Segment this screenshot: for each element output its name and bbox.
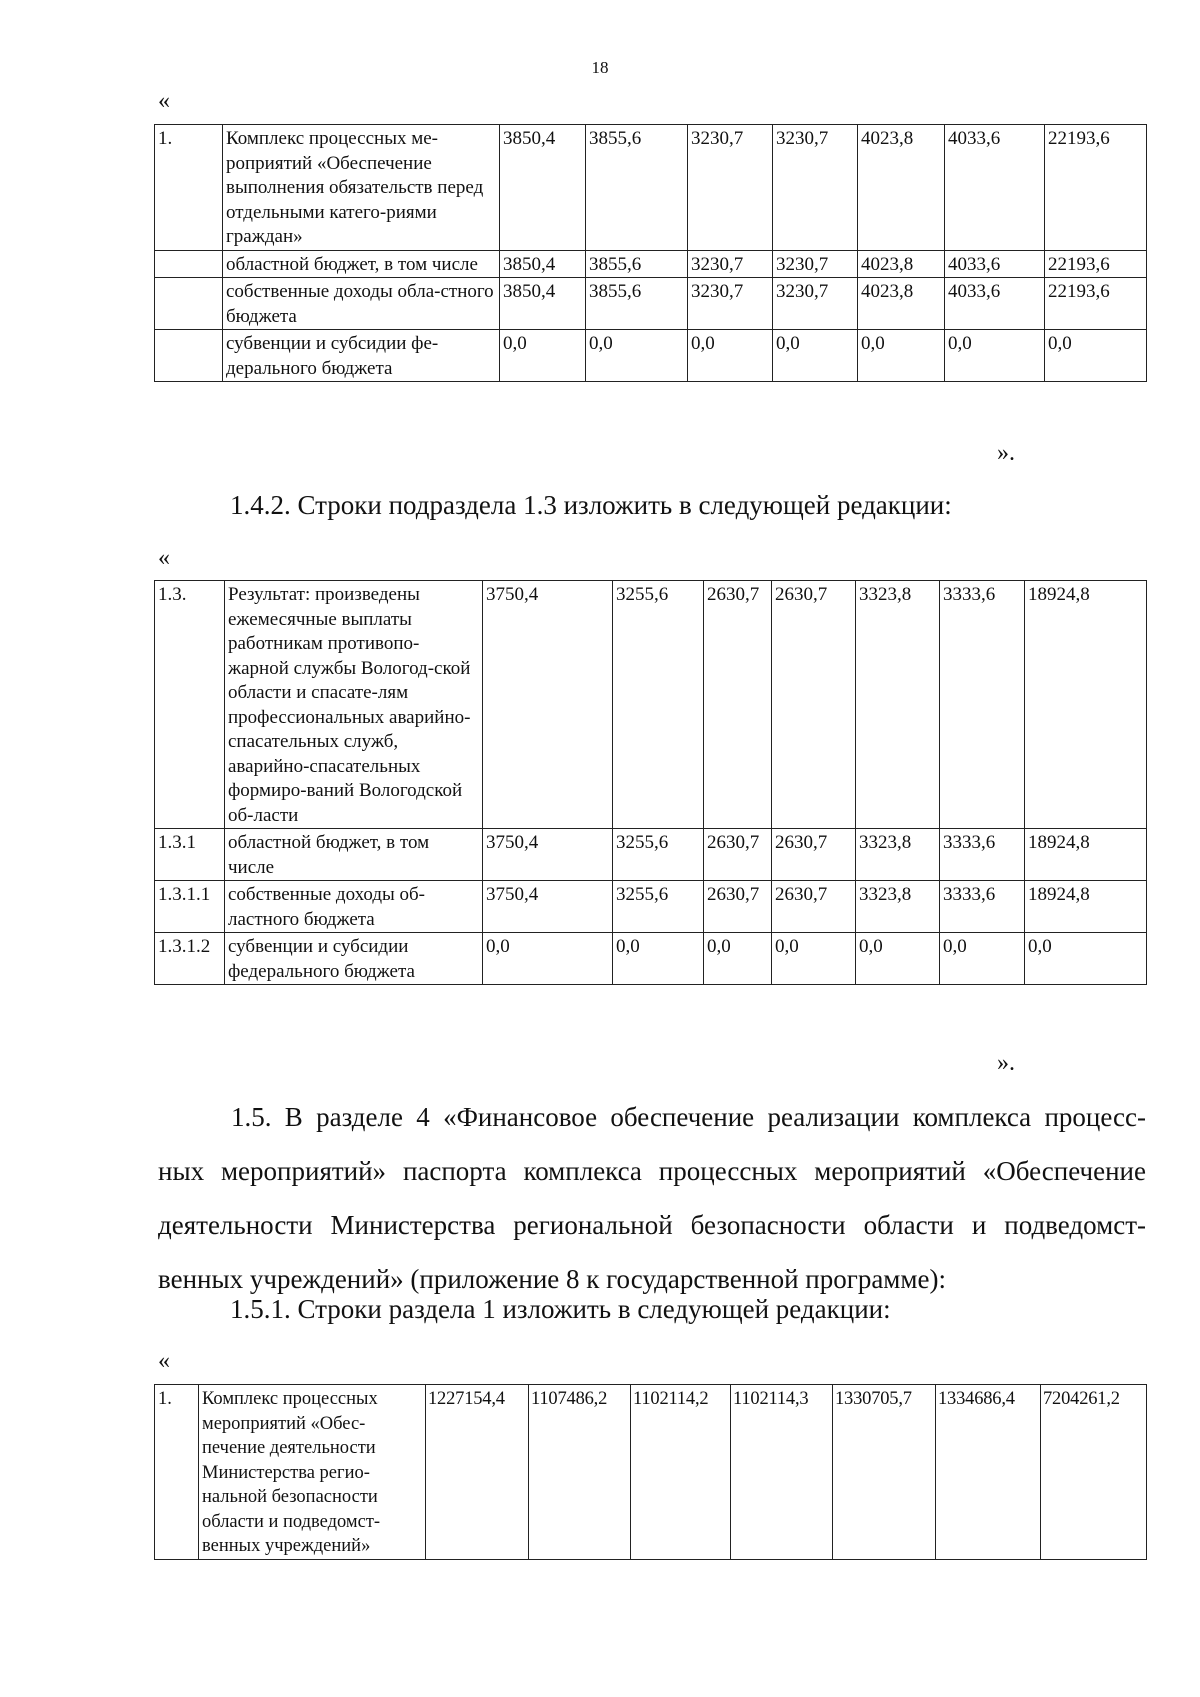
table-row <box>155 933 1147 985</box>
value-cell: 3230,7 <box>773 278 858 330</box>
open-quote-2: « <box>158 545 170 571</box>
row-name-cell: Результат: произведены ежемесячные выплаты работникам противопо-жарной службы Вологод-ской области и спасате-лям профессиональных аварийно-спасательных служб, аварийно-спасательных формиро-ваний Вологодской об-ласти <box>225 581 483 829</box>
close-quote-2: ». <box>997 1050 1015 1076</box>
value-cell: 2630,7 <box>704 581 772 829</box>
value-cell: 3230,7 <box>773 250 858 278</box>
value-cell: 0,0 <box>500 330 586 382</box>
value-cell: 0,0 <box>856 933 940 985</box>
value-cell: 2630,7 <box>772 581 856 829</box>
paragraph-line: ных мероприятий» паспорта комплекса процессных мероприятий «Обеспечение <box>158 1156 1146 1186</box>
row-number-cell <box>155 278 223 330</box>
heading-1-4-2: 1.4.2. Строки подраздела 1.3 изложить в следующей редакции: <box>230 490 952 520</box>
value-cell: 4033,6 <box>945 125 1045 251</box>
value-cell: 3255,6 <box>613 581 704 829</box>
page-number: 18 <box>591 58 609 77</box>
value-cell: 4033,6 <box>945 250 1045 278</box>
value-cell: 3750,4 <box>483 829 613 881</box>
value-cell: 0,0 <box>772 933 856 985</box>
row-name-cell: субвенции и субсидии фе-дерального бюджета <box>223 330 500 382</box>
value-cell: 0,0 <box>586 330 688 382</box>
table-row <box>155 250 1147 278</box>
value-cell: 2630,7 <box>772 881 856 933</box>
table-row <box>155 278 1147 330</box>
open-quote-1: « <box>158 88 170 114</box>
value-cell: 0,0 <box>688 330 773 382</box>
value-cell: 2630,7 <box>704 881 772 933</box>
value-cell: 3230,7 <box>688 125 773 251</box>
value-cell: 3230,7 <box>688 278 773 330</box>
row-number-cell <box>155 250 223 278</box>
table-row <box>155 330 1147 382</box>
value-cell: 18924,8 <box>1025 581 1147 829</box>
row-name-cell: собственные доходы об-ластного бюджета <box>225 881 483 933</box>
value-cell: 0,0 <box>1045 330 1147 382</box>
table-row <box>155 881 1147 933</box>
value-cell: 1107486,2 <box>529 1385 631 1560</box>
row-name-cell: собственные доходы обла-стного бюджета <box>223 278 500 330</box>
value-cell: 4023,8 <box>858 278 945 330</box>
value-cell: 0,0 <box>940 933 1025 985</box>
value-cell: 3850,4 <box>500 125 586 251</box>
value-cell: 3323,8 <box>856 829 940 881</box>
row-number-cell: 1. <box>155 125 223 251</box>
table-2 <box>154 580 1147 985</box>
row-number-cell: 1.3.1 <box>155 829 225 881</box>
value-cell: 18924,8 <box>1025 881 1147 933</box>
value-cell: 7204261,2 <box>1041 1385 1147 1560</box>
value-cell: 22193,6 <box>1045 125 1147 251</box>
value-cell: 3850,4 <box>500 278 586 330</box>
value-cell: 3750,4 <box>483 881 613 933</box>
value-cell: 4023,8 <box>858 250 945 278</box>
value-cell: 3323,8 <box>856 881 940 933</box>
paragraph-line: 1.5. В разделе 4 «Финансовое обеспечение реализации комплекса процесс- <box>231 1102 1146 1132</box>
value-cell: 3323,8 <box>856 581 940 829</box>
row-number-cell: 1.3.1.1 <box>155 881 225 933</box>
value-cell: 3230,7 <box>688 250 773 278</box>
value-cell: 0,0 <box>613 933 704 985</box>
value-cell: 1334686,4 <box>936 1385 1041 1560</box>
value-cell: 3230,7 <box>773 125 858 251</box>
value-cell: 0,0 <box>858 330 945 382</box>
table-row <box>155 829 1147 881</box>
value-cell: 1102114,2 <box>631 1385 731 1560</box>
heading-1-5-1: 1.5.1. Строки раздела 1 изложить в следующей редакции: <box>230 1294 891 1324</box>
value-cell: 0,0 <box>704 933 772 985</box>
value-cell: 3855,6 <box>586 125 688 251</box>
value-cell: 2630,7 <box>772 829 856 881</box>
row-name-cell: областной бюджет, в том числе <box>223 250 500 278</box>
paragraph-1-5 <box>158 1090 1146 1306</box>
value-cell: 22193,6 <box>1045 278 1147 330</box>
value-cell: 3333,6 <box>940 581 1025 829</box>
value-cell: 3333,6 <box>940 881 1025 933</box>
table-row <box>155 581 1147 829</box>
value-cell: 2630,7 <box>704 829 772 881</box>
table-1 <box>154 124 1147 382</box>
row-name-cell: Комплекс процессных ме-роприятий «Обеспечение выполнения обязательств перед отдельными катего-риями граждан» <box>223 125 500 251</box>
close-quote-1: ». <box>997 440 1015 466</box>
value-cell: 3855,6 <box>586 278 688 330</box>
row-name-cell: Комплекс процессных мероприятий «Обес-печение деятельности Министерства регио-нальной безопасности области и подведомст-венных учреждений» <box>199 1385 426 1560</box>
value-cell: 0,0 <box>773 330 858 382</box>
row-name-cell: субвенции и субсидии федерального бюджета <box>225 933 483 985</box>
value-cell: 0,0 <box>1025 933 1147 985</box>
value-cell: 3255,6 <box>613 881 704 933</box>
value-cell: 4033,6 <box>945 278 1045 330</box>
value-cell: 3855,6 <box>586 250 688 278</box>
row-number-cell: 1. <box>155 1385 199 1560</box>
open-quote-3: « <box>158 1348 170 1374</box>
value-cell: 1227154,4 <box>426 1385 529 1560</box>
paragraph-line: деятельности Министерства региональной безопасности области и подведомст- <box>158 1210 1146 1240</box>
table-row <box>155 1385 1147 1560</box>
value-cell: 18924,8 <box>1025 829 1147 881</box>
table-row <box>155 125 1147 251</box>
value-cell: 3850,4 <box>500 250 586 278</box>
value-cell: 3750,4 <box>483 581 613 829</box>
value-cell: 0,0 <box>483 933 613 985</box>
value-cell: 1330705,7 <box>833 1385 936 1560</box>
row-number-cell <box>155 330 223 382</box>
table-3 <box>154 1384 1147 1560</box>
value-cell: 1102114,3 <box>731 1385 833 1560</box>
value-cell: 22193,6 <box>1045 250 1147 278</box>
value-cell: 3255,6 <box>613 829 704 881</box>
value-cell: 3333,6 <box>940 829 1025 881</box>
paragraph-line: венных учреждений» (приложение 8 к государственной программе): <box>158 1264 946 1294</box>
row-name-cell: областной бюджет, в том числе <box>225 829 483 881</box>
value-cell: 4023,8 <box>858 125 945 251</box>
value-cell: 0,0 <box>945 330 1045 382</box>
row-number-cell: 1.3. <box>155 581 225 829</box>
row-number-cell: 1.3.1.2 <box>155 933 225 985</box>
